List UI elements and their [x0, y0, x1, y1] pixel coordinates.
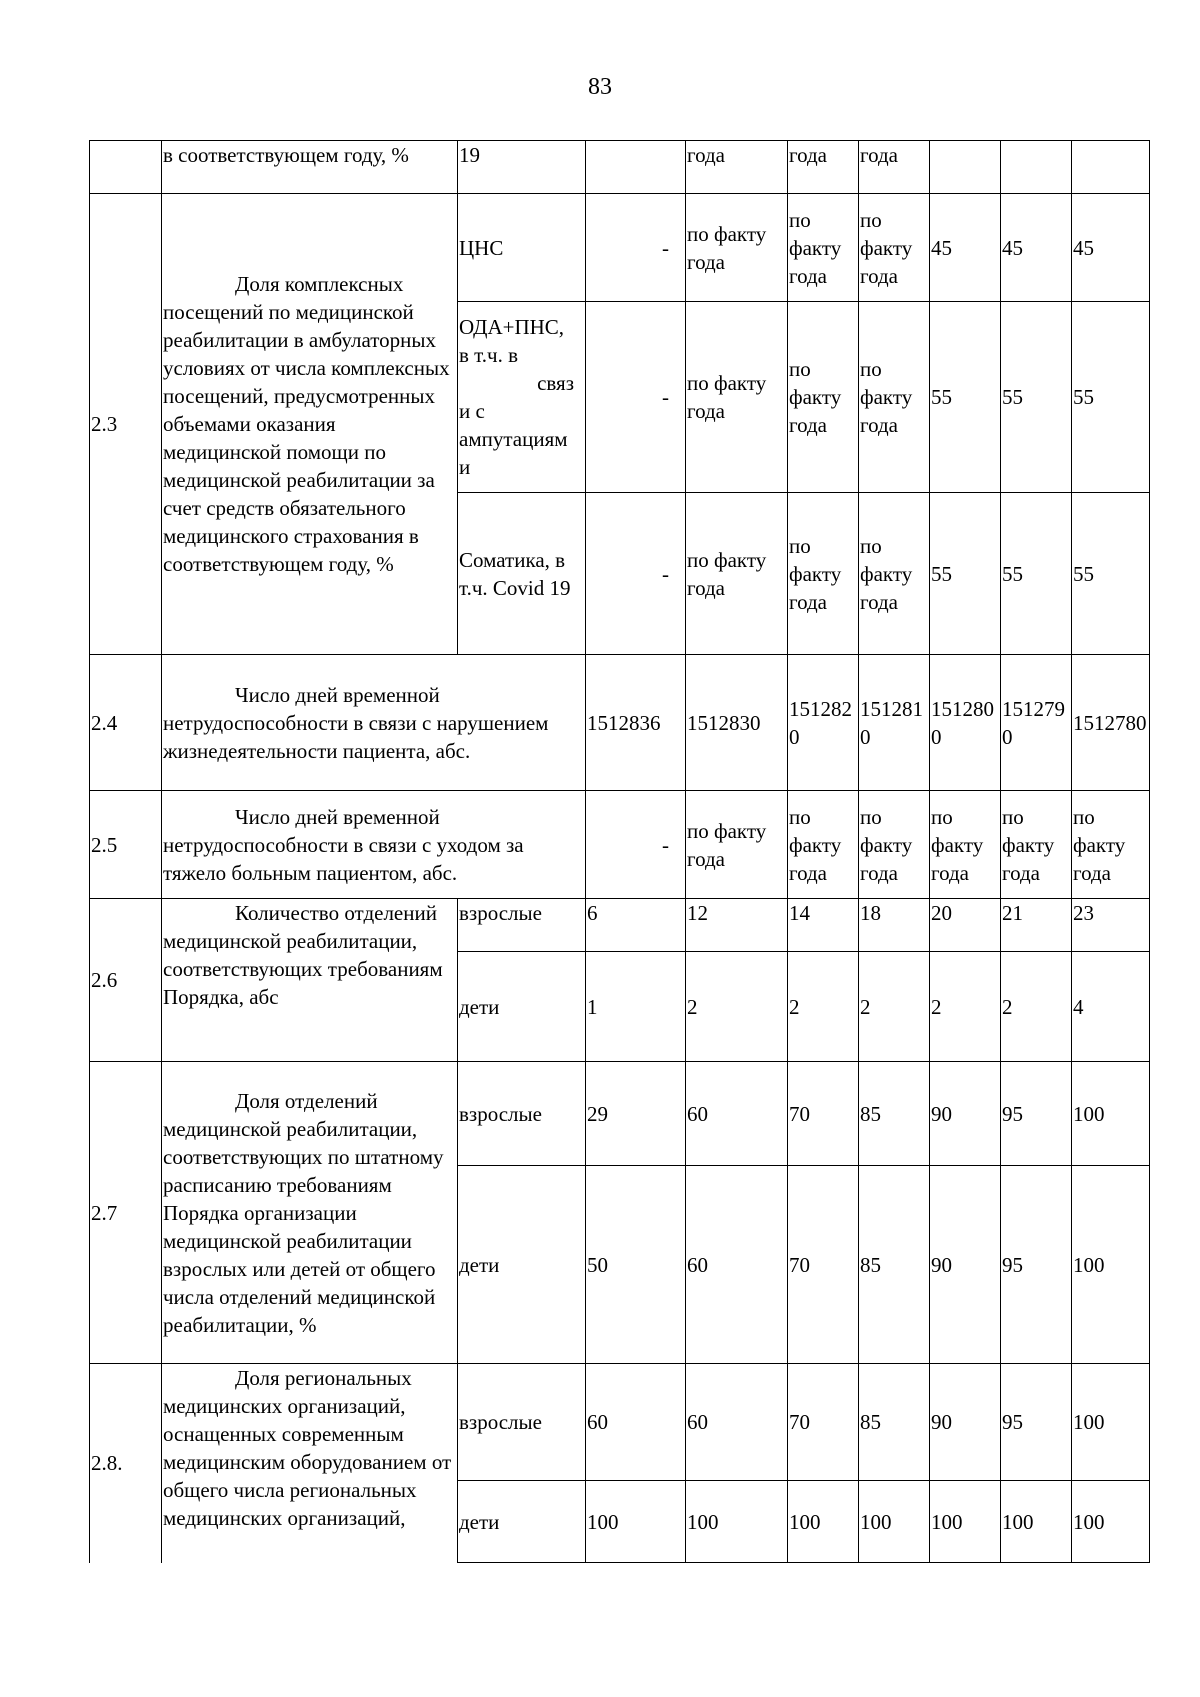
value-cell: 2	[788, 952, 859, 1062]
value-cell: 1	[586, 952, 686, 1062]
value-cell: по факту года	[686, 302, 788, 493]
subgroup-line: ОДА+ПНС,	[459, 315, 565, 339]
subgroup-cell	[458, 302, 586, 493]
row-number-cell: 2.3	[90, 194, 162, 655]
value-cell: 55	[1072, 302, 1150, 493]
value-cell: 4	[1072, 952, 1150, 1062]
table-row-2-5	[90, 791, 1150, 899]
value-cell: 55	[1001, 302, 1072, 493]
value-cell: года	[686, 141, 788, 194]
value-cell: по факту года	[686, 493, 788, 655]
value-cell: 1512800	[930, 655, 1001, 791]
value-cell: по факту года	[930, 791, 1001, 899]
value-cell: по факту года	[686, 194, 788, 302]
value-cell: 100	[859, 1481, 930, 1563]
subgroup-cell: дети	[458, 952, 586, 1062]
value-cell: по факту года	[1001, 791, 1072, 899]
row-number-cell: 2.7	[90, 1062, 162, 1364]
value-cell: по факту года	[788, 493, 859, 655]
subgroup-cell: взрослые	[458, 1062, 586, 1166]
subgroup-cell: дети	[458, 1481, 586, 1563]
value-cell: по факту года	[859, 791, 930, 899]
value-cell: 55	[1072, 493, 1150, 655]
value-cell: -	[586, 302, 686, 493]
value-cell: 95	[1001, 1062, 1072, 1166]
value-cell: по факту года	[686, 791, 788, 899]
value-cell: 100	[686, 1481, 788, 1563]
value-cell: -	[586, 493, 686, 655]
value-cell: 23	[1072, 899, 1150, 952]
value-cell: 1512836	[586, 655, 686, 791]
value-cell: 60	[586, 1364, 686, 1481]
value-cell: 18	[859, 899, 930, 952]
subgroup-line: и	[459, 455, 471, 479]
table-row-2-3-cns	[90, 194, 1150, 302]
indicator-description: Количество отделений медицинской реабилитации, соответствующих требованиям Порядка, абс	[162, 899, 458, 1062]
subgroup-line: ампутациям	[459, 427, 568, 451]
indicator-description: Число дней временной нетрудоспособности в связи с уходом за тяжело больным пациентом, абс.	[162, 791, 586, 899]
value-cell: -	[586, 194, 686, 302]
value-cell: 1512790	[1001, 655, 1072, 791]
value-cell: 55	[1001, 493, 1072, 655]
value-cell: 45	[1072, 194, 1150, 302]
value-cell: 50	[586, 1166, 686, 1364]
indicator-description: в соответствующем году, %	[162, 141, 458, 194]
subgroup-cell: 19	[458, 141, 586, 194]
table-row-2-8-adults	[90, 1364, 1150, 1481]
value-cell: 21	[1001, 899, 1072, 952]
value-cell: 95	[1001, 1364, 1072, 1481]
value-cell: 55	[930, 302, 1001, 493]
value-cell: 100	[586, 1481, 686, 1563]
subgroup-cell: дети	[458, 1166, 586, 1364]
value-cell: 60	[686, 1364, 788, 1481]
subgroup-cell: ЦНС	[458, 194, 586, 302]
value-cell: 90	[930, 1166, 1001, 1364]
value-cell: 1512780	[1072, 655, 1150, 791]
value-cell: 6	[586, 899, 686, 952]
value-cell: 70	[788, 1364, 859, 1481]
value-cell: 100	[1072, 1166, 1150, 1364]
subgroup-cell: взрослые	[458, 899, 586, 952]
indicator-description: Доля региональных медицинских организаций, оснащенных современным медицинским оборудованием от общего числа региональных медицинских организаций,	[162, 1364, 458, 1563]
value-cell: 1512820	[788, 655, 859, 791]
row-number-cell: 2.5	[90, 791, 162, 899]
value-cell: 100	[1072, 1481, 1150, 1563]
value-cell: 2	[686, 952, 788, 1062]
value-cell: 85	[859, 1364, 930, 1481]
value-cell: 70	[788, 1062, 859, 1166]
subgroup-cell: Соматика, в т.ч. Covid 19	[458, 493, 586, 655]
value-cell: 2	[930, 952, 1001, 1062]
value-cell: 1512810	[859, 655, 930, 791]
value-cell: 2	[859, 952, 930, 1062]
value-cell: 100	[1072, 1364, 1150, 1481]
table-row-2-6-adults	[90, 899, 1150, 952]
row-number-cell: 2.4	[90, 655, 162, 791]
value-cell: 60	[686, 1062, 788, 1166]
value-cell: по факту года	[1072, 791, 1150, 899]
table-row-2-4	[90, 655, 1150, 791]
value-cell	[1001, 141, 1072, 194]
subgroup-line: и с	[459, 399, 485, 423]
indicator-description: Доля отделений медицинской реабилитации, соответствующих по штатному расписанию требованиям Порядка организации медицинской реабилитации взрослых или детей от общего числа отделений медицинской реабилитации, %	[162, 1062, 458, 1364]
value-cell: 55	[930, 493, 1001, 655]
value-cell: 1512830	[686, 655, 788, 791]
page-number: 83	[588, 74, 612, 100]
value-cell: 20	[930, 899, 1001, 952]
value-cell: по факту года	[859, 194, 930, 302]
value-cell: 45	[930, 194, 1001, 302]
value-cell: 60	[686, 1166, 788, 1364]
value-cell: 70	[788, 1166, 859, 1364]
value-cell: 29	[586, 1062, 686, 1166]
value-cell: 85	[859, 1166, 930, 1364]
value-cell: 2	[1001, 952, 1072, 1062]
value-cell: 12	[686, 899, 788, 952]
value-cell: 100	[1001, 1481, 1072, 1563]
value-cell: 90	[930, 1062, 1001, 1166]
indicators-table	[89, 140, 1150, 1563]
indicator-description: Доля комплексных посещений по медицинской реабилитации в амбулаторных условиях от числа комплексных посещений, предусмотренных объемами оказания медицинской помощи по медицинской реабилитации за счет средств обязательного медицинского страхования в соответствующем году, %	[162, 194, 458, 655]
value-cell: по факту года	[859, 493, 930, 655]
value-cell: 85	[859, 1062, 930, 1166]
value-cell: -	[586, 791, 686, 899]
subgroup-line: связ	[537, 371, 574, 395]
value-cell: 45	[1001, 194, 1072, 302]
row-number-cell: 2.8.	[90, 1364, 162, 1563]
value-cell: 14	[788, 899, 859, 952]
value-cell: по факту года	[788, 194, 859, 302]
row-number-cell: 2.6	[90, 899, 162, 1062]
value-cell: по факту года	[859, 302, 930, 493]
value-cell: 100	[788, 1481, 859, 1563]
value-cell: 95	[1001, 1166, 1072, 1364]
value-cell: года	[788, 141, 859, 194]
value-cell	[1072, 141, 1150, 194]
value-cell: года	[859, 141, 930, 194]
value-cell: по факту года	[788, 302, 859, 493]
value-cell: 90	[930, 1364, 1001, 1481]
table-row-continued	[90, 141, 1150, 194]
value-cell: 100	[930, 1481, 1001, 1563]
subgroup-line: в т.ч. в	[459, 343, 518, 367]
table-row-2-7-adults	[90, 1062, 1150, 1166]
value-cell: по факту года	[788, 791, 859, 899]
subgroup-cell: взрослые	[458, 1364, 586, 1481]
value-cell	[586, 141, 686, 194]
row-number-cell	[90, 141, 162, 194]
value-cell	[930, 141, 1001, 194]
indicator-description: Число дней временной нетрудоспособности в связи с нарушением жизнедеятельности пациента, абс.	[162, 655, 586, 791]
value-cell: 100	[1072, 1062, 1150, 1166]
